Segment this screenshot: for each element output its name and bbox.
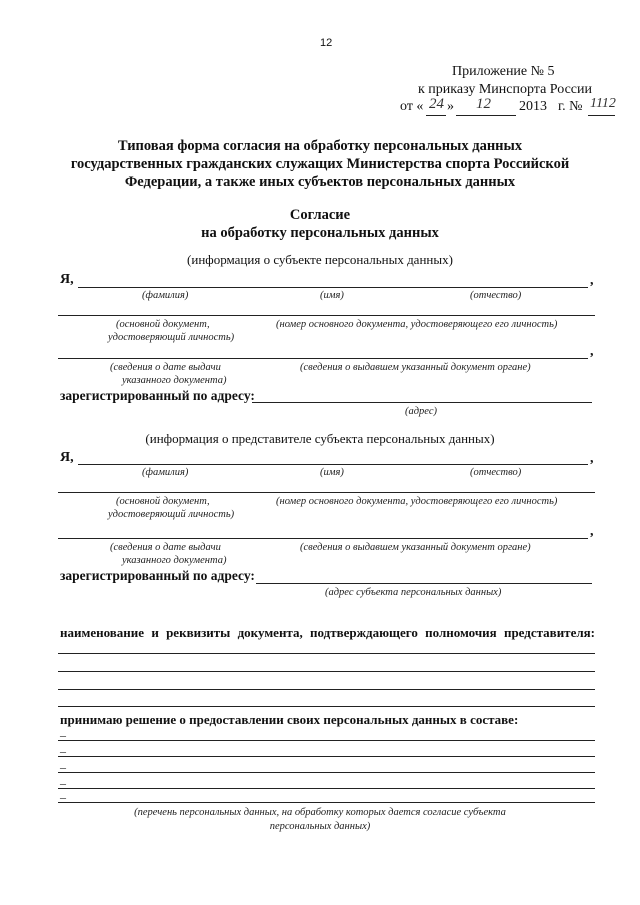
- date-month: 12: [476, 96, 491, 112]
- subject-issue-field[interactable]: [58, 358, 588, 359]
- decision-caption-2: персональных данных): [269, 821, 371, 832]
- subject-document-caption-2: удостоверяющий личность): [108, 332, 235, 343]
- subject-issue-caption-1: (сведения о дате выдачи: [110, 362, 221, 373]
- decision-field-2[interactable]: [58, 756, 595, 757]
- representative-fullname-field[interactable]: [78, 464, 588, 465]
- form-title-line3: Федерации, а также иных субъектов персональных данных: [124, 174, 516, 190]
- decision-dash-3: –: [60, 760, 66, 774]
- subject-address-field[interactable]: [252, 402, 592, 403]
- authority-field-3[interactable]: [58, 689, 595, 690]
- decision-label: принимаю решение о предоставлении своих персональных данных в составе:: [60, 712, 519, 727]
- decision-dash-1: –: [60, 728, 66, 742]
- representative-issue-caption-2: указанного документа): [122, 555, 227, 566]
- representative-document-field[interactable]: [58, 492, 595, 493]
- authority-field-2[interactable]: [58, 671, 595, 672]
- subject-surname-caption: (фамилия): [142, 290, 189, 301]
- subject-document-caption-1: (основной документ,: [116, 319, 210, 330]
- authority-field-4[interactable]: [58, 706, 595, 707]
- appendix-order: к приказу Минспорта России: [418, 82, 592, 97]
- order-number-underline: [588, 115, 615, 116]
- representative-document-caption-2: удостоверяющий личность): [108, 509, 235, 520]
- representative-issuer-caption: (сведения о выдавшем указанный документ органе): [300, 542, 531, 553]
- subject-issuer-caption: (сведения о выдавшем указанный документ органе): [300, 362, 531, 373]
- representative-comma: ,: [590, 451, 594, 466]
- subject-ya: Я,: [60, 272, 74, 287]
- page-number: 12: [320, 37, 333, 49]
- form-title-line1: Типовая форма согласия на обработку персональных данных: [117, 138, 523, 154]
- representative-address-caption: (адрес субъекта персональных данных): [325, 587, 502, 598]
- decision-field-1[interactable]: [58, 740, 595, 741]
- representative-issue-caption-1: (сведения о дате выдачи: [110, 542, 221, 553]
- decision-dash-5: –: [60, 790, 66, 804]
- decision-field-5[interactable]: [58, 802, 595, 803]
- representative-document-caption-1: (основной документ,: [116, 496, 210, 507]
- date-month-underline: [456, 115, 516, 116]
- form-title-line2: государственных гражданских служащих Министерства спорта Российской: [70, 156, 570, 172]
- representative-comma-2: ,: [590, 524, 594, 539]
- decision-caption-1: (перечень персональных данных, на обработку которых дается согласие субъекта: [134, 807, 506, 818]
- decision-dash-4: –: [60, 776, 66, 790]
- decision-dash-2: –: [60, 744, 66, 758]
- representative-name-caption: (имя): [320, 467, 344, 478]
- representative-issue-field[interactable]: [58, 538, 588, 539]
- order-number: 1112: [590, 96, 616, 111]
- subject-section-label: (информация о субъекте персональных данных): [187, 252, 453, 267]
- date-day-suffix: »: [447, 99, 454, 114]
- subject-docnum-caption: (номер основного документа, удостоверяющего его личность): [276, 319, 558, 330]
- order-number-prefix: г. №: [558, 99, 583, 114]
- consent-subheading: на обработку персональных данных: [201, 225, 439, 241]
- appendix-date-line: [400, 96, 616, 119]
- date-year: 2013: [519, 99, 547, 114]
- date-day-underline: [426, 115, 446, 116]
- subject-patronymic-caption: (отчество): [470, 290, 522, 301]
- subject-fullname-field[interactable]: [78, 287, 588, 288]
- representative-section-label: (информация о представителе субъекта персональных данных): [145, 431, 495, 446]
- decision-field-4[interactable]: [58, 788, 595, 789]
- representative-registered-label: зарегистрированный по адресу:: [60, 568, 255, 583]
- subject-name-caption: (имя): [320, 290, 344, 301]
- subject-document-field[interactable]: [58, 315, 595, 316]
- subject-comma-2: ,: [590, 344, 594, 359]
- representative-patronymic-caption: (отчество): [470, 467, 522, 478]
- subject-registered-label: зарегистрированный по адресу:: [60, 388, 255, 403]
- consent-heading: Согласие: [289, 207, 351, 223]
- subject-comma: ,: [590, 273, 594, 288]
- authority-label: наименование и реквизиты документа, подтверждающего полномочия представителя:: [60, 625, 595, 640]
- date-day: 24: [429, 96, 444, 112]
- decision-field-3[interactable]: [58, 772, 595, 773]
- representative-ya: Я,: [60, 450, 74, 465]
- representative-surname-caption: (фамилия): [142, 467, 189, 478]
- subject-issue-caption-2: указанного документа): [122, 375, 227, 386]
- representative-address-field[interactable]: [256, 583, 592, 584]
- date-prefix: от «: [400, 99, 424, 114]
- authority-field-1[interactable]: [58, 653, 595, 654]
- subject-address-caption: (адрес): [405, 406, 437, 417]
- representative-docnum-caption: (номер основного документа, удостоверяющего его личность): [276, 496, 558, 507]
- appendix-number: Приложение № 5: [452, 64, 555, 79]
